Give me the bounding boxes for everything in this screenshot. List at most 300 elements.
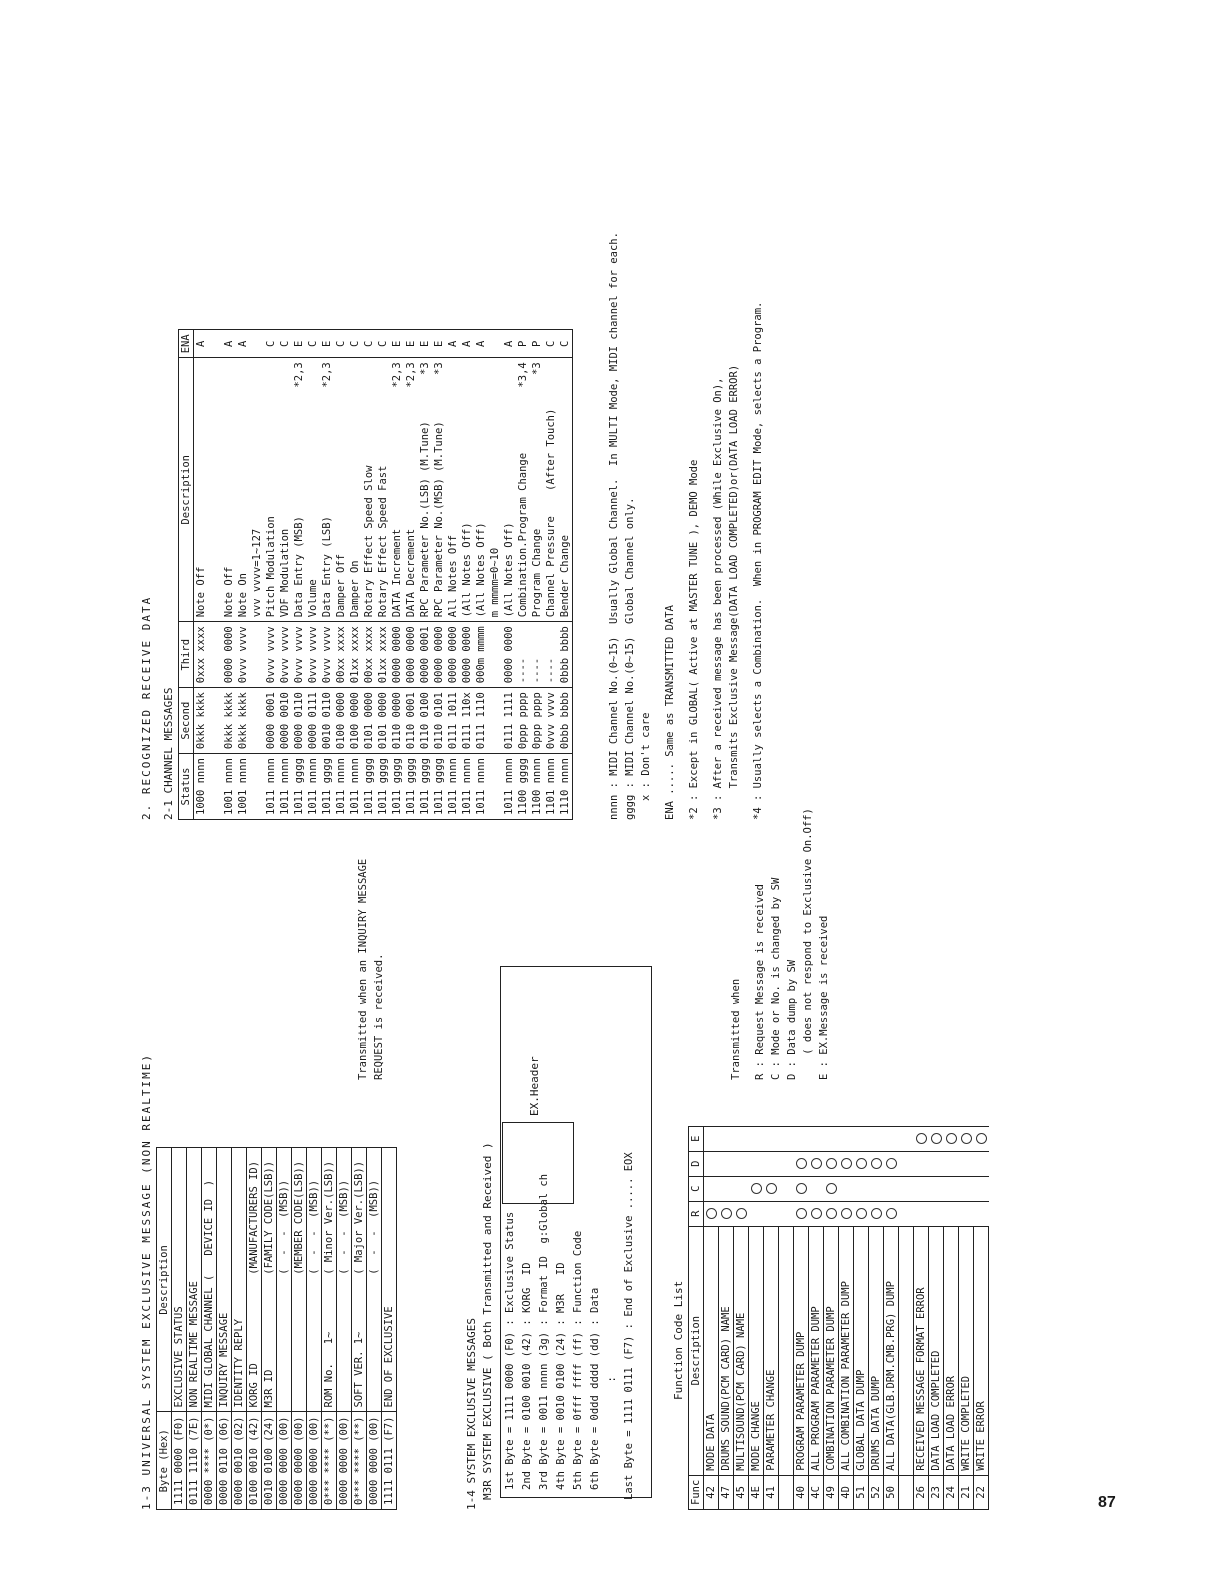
channel-messages-table [178, 329, 573, 820]
mark-cell-e [749, 1126, 764, 1151]
third-cell: 0vvv vvvv [236, 622, 250, 688]
func-description-cell: DRUMS SOUND(PCM CARD) NAME [719, 1226, 734, 1475]
header-description: Description [179, 358, 194, 622]
ena-cell: C [334, 330, 348, 358]
description-cell: INQUIRY MESSAGE [217, 1148, 232, 1412]
description-cell: EXCLUSIVE STATUS [172, 1148, 187, 1412]
second-cell: 0000 0001 [264, 688, 278, 754]
status-cell: 1011 nnnn [348, 754, 362, 820]
reference-cell: *2,3 [390, 358, 404, 399]
reference-cell [278, 358, 292, 399]
note-line: Transmits Exclusive Message(DATA LOAD COMPLETED)or(DATA LOAD ERROR) [728, 364, 740, 820]
mark-cell-e [809, 1126, 824, 1151]
sysex-format-line: Last Byte = 1111 0111 (F7) : End of Exclusive ..... EOX [623, 1152, 635, 1500]
description-cell: Rotary Effect Speed Fast [376, 398, 390, 622]
mark-cell-e [794, 1126, 809, 1151]
second-cell: 0101 0000 [376, 688, 390, 754]
circle-mark-icon [796, 1208, 807, 1219]
byte-hex-cell: 0010 0100 (24) [262, 1412, 277, 1510]
ena-cell [208, 330, 222, 358]
ena-cell [250, 330, 264, 358]
table-row [250, 330, 264, 820]
table-row [794, 1126, 809, 1509]
ena-cell: C [362, 330, 376, 358]
table-row [544, 330, 558, 820]
mark-cell-r [899, 1201, 914, 1226]
third-cell: 0vvv vvvv [278, 622, 292, 688]
func-description-cell [899, 1226, 914, 1475]
table-row [929, 1126, 944, 1509]
third-cell: 0000 0000 [446, 622, 460, 688]
mark-cell-c [899, 1176, 914, 1201]
description-cell: Data Entry (LSB) [320, 398, 334, 622]
reference-cell: *2,3 [292, 358, 306, 399]
func-code-cell: 40 [794, 1475, 809, 1509]
circle-mark-icon [886, 1208, 897, 1219]
sysex-title: 1-4 SYSTEM EXCLUSIVE MESSAGES [465, 1317, 478, 1510]
mark-cell-c [779, 1176, 794, 1201]
ena-cell: E [432, 330, 446, 358]
reference-cell [376, 358, 390, 399]
description-cell: (All Notes Off) [460, 398, 474, 622]
second-cell: 0111 110x [460, 688, 474, 754]
description-cell: IDENTITY REPLY [232, 1148, 247, 1412]
description-cell: ROM No. 1~ ( Minor Ver.(LSB)) [322, 1148, 337, 1412]
second-cell: 0110 0000 [390, 688, 404, 754]
mark-cell-r [974, 1201, 989, 1226]
ena-cell: A [502, 330, 516, 358]
mark-cell-e [929, 1126, 944, 1151]
mark-cell-r [719, 1201, 734, 1226]
mark-cell-d [914, 1151, 929, 1176]
sysex-format-line: : [606, 1376, 618, 1490]
ena-cell: C [278, 330, 292, 358]
table-row [320, 330, 334, 820]
description-cell: VDF Modulation [278, 398, 292, 622]
mark-cell-d [734, 1151, 749, 1176]
reference-cell: *2,3 [404, 358, 418, 399]
mark-cell-d [869, 1151, 884, 1176]
mark-cell-e [854, 1126, 869, 1151]
circle-mark-icon [721, 1208, 732, 1219]
description-cell: DATA Decrement [404, 398, 418, 622]
mark-cell-d [929, 1151, 944, 1176]
sysex-format-line: 3rd Byte = 0011 nnnn (3g) : Format ID g:Global ch [538, 1173, 550, 1490]
table-row [809, 1126, 824, 1509]
universal-sysex-table [156, 1147, 397, 1510]
table-row [899, 1126, 914, 1509]
mark-cell-r [959, 1201, 974, 1226]
third-cell [488, 622, 502, 688]
func-code-cell [899, 1475, 914, 1509]
mark-cell-c [854, 1176, 869, 1201]
mark-cell-c [719, 1176, 734, 1201]
description-cell: Bender Change [558, 398, 573, 622]
header-c: C [689, 1176, 704, 1201]
table-row [236, 330, 250, 820]
description-cell: Pitch Modulation [264, 398, 278, 622]
table-row [348, 330, 362, 820]
third-cell: 0vvv vvvv [306, 622, 320, 688]
func-code-cell: 47 [719, 1475, 734, 1509]
mark-cell-c [944, 1176, 959, 1201]
func-description-cell: MODE DATA [704, 1226, 719, 1475]
byte-hex-cell: 0000 0000 (00) [277, 1412, 292, 1510]
second-cell: 0kkk kkkk [222, 688, 236, 754]
func-description-cell: GLOBAL DATA DUMP [854, 1226, 869, 1475]
header-second: Second [179, 688, 194, 754]
description-cell: SOFT VER. 1~ ( Major Ver.(LSB)) [352, 1148, 367, 1412]
second-cell: 0110 0001 [404, 688, 418, 754]
description-cell: Channel Pressure (After Touch) [544, 398, 558, 622]
ena-cell: C [376, 330, 390, 358]
circle-mark-icon [886, 1158, 897, 1169]
table-row [307, 1148, 322, 1510]
status-cell: 1110 nnnn [558, 754, 573, 820]
ena-cell: E [390, 330, 404, 358]
second-cell [250, 688, 264, 754]
mark-cell-r [944, 1201, 959, 1226]
func-description-cell: RECEIVED MESSAGE FORMAT ERROR [914, 1226, 929, 1475]
third-cell: 0000 0001 [418, 622, 432, 688]
mark-cell-c [794, 1176, 809, 1201]
mark-cell-e [824, 1126, 839, 1151]
mark-cell-d [719, 1151, 734, 1176]
reference-cell [208, 358, 222, 399]
second-cell: 0110 0100 [418, 688, 432, 754]
second-cell: 0000 0110 [292, 688, 306, 754]
mark-cell-c [809, 1176, 824, 1201]
description-cell: (All Notes Off) [474, 398, 488, 622]
channel-notes [606, 232, 766, 820]
third-cell: 0vvv vvvv [264, 622, 278, 688]
note-line: gggg : MIDI Channel No.(0~15) Global Channel only. [624, 497, 636, 820]
ena-cell: A [236, 330, 250, 358]
func-code-cell [779, 1475, 794, 1509]
note-line: ENA ..... Same as TRANSMITTED DATA [664, 605, 676, 820]
table-row [382, 1148, 397, 1510]
func-description-cell: ALL COMBINATION PARAMETER DUMP [839, 1226, 854, 1475]
func-description-cell: PARAMETER CHANGE [764, 1226, 779, 1475]
table-row [558, 330, 573, 820]
reference-cell [502, 358, 516, 399]
third-cell: 0000 0000 [222, 622, 236, 688]
mark-cell-r [779, 1201, 794, 1226]
func-code-cell: 22 [974, 1475, 989, 1509]
func-code-cell: 24 [944, 1475, 959, 1509]
third-cell: ---- [516, 622, 530, 688]
description-cell: Data Entry (MSB) [292, 398, 306, 622]
circle-mark-icon [841, 1208, 852, 1219]
table-row [208, 330, 222, 820]
table-row [734, 1126, 749, 1509]
note-line: *3 : After a received message has been processed (While Exclusive On), [712, 377, 724, 820]
description-cell: (MEMBER CODE(LSB)) [292, 1148, 307, 1412]
status-cell: 1011 nnnn [502, 754, 516, 820]
third-cell: 0xxx xxxx [194, 622, 209, 688]
byte-hex-cell: 0000 0000 (00) [307, 1412, 322, 1510]
second-cell: 0100 0000 [334, 688, 348, 754]
header-func: Func [689, 1475, 704, 1509]
ena-cell [488, 330, 502, 358]
description-cell: ( - - (MSB)) [337, 1148, 352, 1412]
table-row [292, 330, 306, 820]
third-cell: 0000 0000 [390, 622, 404, 688]
table-row [367, 1148, 382, 1510]
second-cell: 0kkk kkkk [194, 688, 209, 754]
mark-cell-r [734, 1201, 749, 1226]
status-cell [250, 754, 264, 820]
circle-mark-icon [976, 1133, 987, 1144]
table-row [376, 330, 390, 820]
description-cell: DATA Increment [390, 398, 404, 622]
mark-cell-d [959, 1151, 974, 1176]
func-code-cell: 45 [734, 1475, 749, 1509]
status-cell: 1011 nnnn [306, 754, 320, 820]
ena-cell: A [474, 330, 488, 358]
table-row [262, 1148, 277, 1510]
mark-cell-c [929, 1176, 944, 1201]
header-e: E [689, 1126, 704, 1151]
circle-mark-icon [826, 1158, 837, 1169]
table-row [474, 330, 488, 820]
table-row [488, 330, 502, 820]
func-code-cell: 51 [854, 1475, 869, 1509]
mark-cell-d [974, 1151, 989, 1176]
description-cell: Note Off [222, 398, 236, 622]
table-row [460, 330, 474, 820]
status-cell: 1011 nnnn [334, 754, 348, 820]
transmitted-note [355, 859, 387, 1080]
third-cell: 0vvv vvvv [320, 622, 334, 688]
second-cell: 0ppp pppp [530, 688, 544, 754]
reference-cell [222, 358, 236, 399]
ena-cell: A [460, 330, 474, 358]
status-cell: 1011 nnnn [264, 754, 278, 820]
table-row [914, 1126, 929, 1509]
circle-mark-icon [856, 1158, 867, 1169]
function-code-rows [704, 1126, 989, 1509]
mark-cell-r [794, 1201, 809, 1226]
mark-cell-r [764, 1201, 779, 1226]
table-row [704, 1126, 719, 1509]
header-byte-hex: Byte (Hex) [157, 1412, 172, 1510]
mark-cell-c [764, 1176, 779, 1201]
func-code-cell: 4E [749, 1475, 764, 1509]
status-cell: 1011 gggg [432, 754, 446, 820]
table-row [247, 1148, 262, 1510]
mark-cell-r [704, 1201, 719, 1226]
byte-hex-cell: 0000 0110 (06) [217, 1412, 232, 1510]
mark-cell-r [749, 1201, 764, 1226]
table-row [839, 1126, 854, 1509]
func-description-cell [779, 1226, 794, 1475]
ex-header-label: EX.Header [528, 1056, 541, 1116]
circle-mark-icon [796, 1183, 807, 1194]
second-cell: 0111 1011 [446, 688, 460, 754]
third-cell: ---- [544, 622, 558, 688]
circle-mark-icon [826, 1183, 837, 1194]
byte-hex-cell: 1111 0111 (F7) [382, 1412, 397, 1510]
description-cell: vvv vvvv=1~127 [250, 398, 264, 622]
byte-hex-cell: 0000 **** (0*) [202, 1412, 217, 1510]
mark-cell-c [749, 1176, 764, 1201]
third-cell [250, 622, 264, 688]
circle-mark-icon [841, 1158, 852, 1169]
mark-cell-d [704, 1151, 719, 1176]
ena-cell: C [348, 330, 362, 358]
second-cell: 0000 0010 [278, 688, 292, 754]
third-cell: 0000 0000 [460, 622, 474, 688]
second-cell [488, 688, 502, 754]
circle-mark-icon [766, 1183, 777, 1194]
table-row [187, 1148, 202, 1510]
reference-cell [362, 358, 376, 399]
second-cell: 0vvv vvvv [544, 688, 558, 754]
table-row [854, 1126, 869, 1509]
third-cell: 0bbb bbbb [558, 622, 573, 688]
recognized-receive-title: 2. RECOGNIZED RECEIVE DATA [140, 595, 153, 820]
description-cell: All Notes Off [446, 398, 460, 622]
circle-mark-icon [931, 1133, 942, 1144]
mark-cell-e [839, 1126, 854, 1151]
third-cell: 0000 0000 [432, 622, 446, 688]
second-cell: 0100 0000 [348, 688, 362, 754]
second-cell [208, 688, 222, 754]
header-description: Description [689, 1226, 704, 1475]
reference-cell [558, 358, 573, 399]
mark-cell-d [884, 1151, 899, 1176]
mark-cell-c [839, 1176, 854, 1201]
table-row [824, 1126, 839, 1509]
mark-cell-c [869, 1176, 884, 1201]
description-cell [208, 398, 222, 622]
table-row [764, 1126, 779, 1509]
func-code-cell: 4C [809, 1475, 824, 1509]
table-row [959, 1126, 974, 1509]
circle-mark-icon [871, 1158, 882, 1169]
ena-cell: E [404, 330, 418, 358]
status-cell: 1011 gggg [390, 754, 404, 820]
status-cell: 1000 nnnn [194, 754, 209, 820]
mark-cell-c [884, 1176, 899, 1201]
byte-hex-cell: 0000 0000 (00) [337, 1412, 352, 1510]
sysex-format-line: 1st Byte = 1111 0000 (F0) : Exclusive Status [504, 1211, 516, 1490]
header-r: R [689, 1201, 704, 1226]
reference-cell [446, 358, 460, 399]
header-ena: ENA [179, 330, 194, 358]
func-code-cell: 49 [824, 1475, 839, 1509]
byte-hex-cell: 0111 1110 (7E) [187, 1412, 202, 1510]
status-cell: 1011 nnnn [460, 754, 474, 820]
reference-cell [460, 358, 474, 399]
mark-cell-d [824, 1151, 839, 1176]
note-line: *2 : Except in GLOBAL( Active at MASTER TUNE ), DEMO Mode [688, 459, 700, 820]
table-row [352, 1148, 367, 1510]
func-description-cell: PROGRAM PARAMETER DUMP [794, 1226, 809, 1475]
func-description-cell: COMBINATION PARAMETER DUMP [824, 1226, 839, 1475]
func-code-cell: 42 [704, 1475, 719, 1509]
ena-cell: C [306, 330, 320, 358]
description-cell: m mmmm=0~10 [488, 398, 502, 622]
mark-cell-d [839, 1151, 854, 1176]
sysex-format-line: 6th Byte = 0ddd dddd (dd) : Data [589, 1287, 601, 1490]
description-cell: Damper Off [334, 398, 348, 622]
third-cell: 00xx xxxx [334, 622, 348, 688]
third-cell: 01xx xxxx [348, 622, 362, 688]
mark-cell-d [779, 1151, 794, 1176]
second-cell: 0111 1111 [502, 688, 516, 754]
universal-sysex-rows [172, 1148, 397, 1510]
mark-cell-r [914, 1201, 929, 1226]
third-cell: 00xx xxxx [362, 622, 376, 688]
description-cell: Program Change [530, 398, 544, 622]
status-cell: 1011 gggg [376, 754, 390, 820]
reference-cell [236, 358, 250, 399]
table-row [749, 1126, 764, 1509]
sysex-format-line: 2nd Byte = 0100 0010 (42) : KORG ID [521, 1262, 533, 1490]
description-cell: ( - - (MSB)) [277, 1148, 292, 1412]
second-cell: 0111 1110 [474, 688, 488, 754]
table-row [334, 330, 348, 820]
page-number: 87 [1098, 1494, 1116, 1511]
note-line: *4 : Usually selects a Combination. When in PROGRAM EDIT Mode, selects a Program. [752, 301, 764, 820]
circle-mark-icon [736, 1208, 747, 1219]
table-row [232, 1148, 247, 1510]
func-description-cell: ALL DATA(GLB.DRM.CMB.PRG) DUMP [884, 1226, 899, 1475]
legend-line: ( does not respond to Exclusive On.Off) [802, 808, 814, 1080]
table-row [278, 330, 292, 820]
reference-cell [544, 358, 558, 399]
table-row [446, 330, 460, 820]
table-row [362, 330, 376, 820]
mark-cell-e [719, 1126, 734, 1151]
table-row [779, 1126, 794, 1509]
reference-cell: *3,4 [516, 358, 530, 399]
mark-cell-c [824, 1176, 839, 1201]
circle-mark-icon [751, 1183, 762, 1194]
status-cell: 1011 nnnn [278, 754, 292, 820]
func-code-cell: 52 [869, 1475, 884, 1509]
third-cell: 01xx xxxx [376, 622, 390, 688]
func-code-cell: 4D [839, 1475, 854, 1509]
byte-hex-cell: 0000 0010 (02) [232, 1412, 247, 1510]
description-cell: Note Off [194, 398, 209, 622]
func-code-cell: 41 [764, 1475, 779, 1509]
table-row [277, 1148, 292, 1510]
description-cell: NON REALTIME MESSAGE [187, 1148, 202, 1412]
mark-cell-e [764, 1126, 779, 1151]
mark-cell-e [734, 1126, 749, 1151]
status-cell: 1011 gggg [404, 754, 418, 820]
note-line [654, 232, 662, 820]
func-code-cell: 23 [929, 1475, 944, 1509]
reference-cell: *2,3 [320, 358, 334, 399]
func-description-cell: MULTISOUND(PCM CARD) NAME [734, 1226, 749, 1475]
mark-cell-r [869, 1201, 884, 1226]
byte-hex-cell: 0000 0000 (00) [292, 1412, 307, 1510]
ena-cell: C [544, 330, 558, 358]
status-cell: 1101 nnnn [544, 754, 558, 820]
table-row [194, 330, 209, 820]
table-row [337, 1148, 352, 1510]
mark-cell-e [869, 1126, 884, 1151]
description-cell: Combination.Program Change [516, 398, 530, 622]
func-description-cell: WRITE ERROR [974, 1226, 989, 1475]
func-description-cell: WRITE COMPLETED [959, 1226, 974, 1475]
sysex-format-line: 4th Byte = 0010 0100 (24) : M3R ID [555, 1262, 567, 1490]
func-description-cell: MODE CHANGE [749, 1226, 764, 1475]
